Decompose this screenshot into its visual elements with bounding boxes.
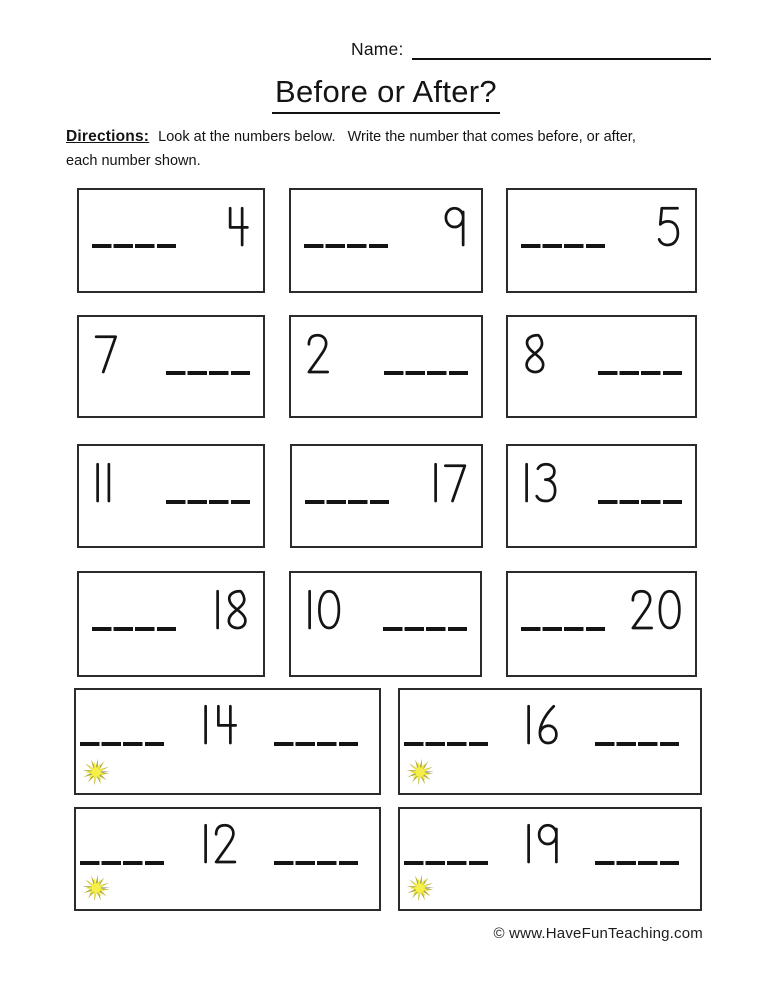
directions-line1 bbox=[66, 125, 711, 149]
answer-blank bbox=[274, 742, 359, 746]
name-label: Name: bbox=[351, 39, 404, 59]
answer-box bbox=[289, 315, 483, 418]
answer-blank bbox=[80, 861, 165, 865]
number-glyph bbox=[212, 589, 251, 631]
answer-blank bbox=[166, 500, 251, 504]
answer-box bbox=[506, 571, 697, 677]
footer-credit: © www.HaveFunTeaching.com bbox=[493, 925, 703, 942]
answer-box-content bbox=[291, 190, 481, 248]
answer-blank bbox=[274, 861, 359, 865]
directions-line2: each number shown. bbox=[66, 153, 201, 169]
answer-box-content bbox=[76, 690, 379, 746]
name-blank-line bbox=[412, 42, 711, 60]
answer-box bbox=[77, 315, 265, 418]
answer-blank bbox=[598, 500, 683, 504]
number-glyph bbox=[304, 333, 332, 375]
number-display bbox=[441, 206, 469, 248]
sun-icon bbox=[83, 758, 111, 786]
number-glyph bbox=[200, 823, 239, 865]
answer-blank bbox=[595, 861, 680, 865]
number-glyph bbox=[200, 704, 239, 746]
answer-box-content bbox=[400, 809, 700, 865]
number-display bbox=[304, 589, 343, 631]
answer-box bbox=[74, 807, 381, 911]
answer-box-content bbox=[508, 573, 695, 631]
answer-box bbox=[506, 315, 697, 418]
answer-blank bbox=[166, 371, 251, 375]
answer-box-content bbox=[508, 317, 695, 375]
number-display bbox=[212, 589, 251, 631]
number-display bbox=[521, 333, 549, 375]
directions-text-line1: Look at the numbers below. Write the number that comes before, or after, bbox=[158, 129, 636, 145]
sun-icon bbox=[83, 874, 111, 902]
number-glyph bbox=[523, 704, 562, 746]
number-display bbox=[430, 462, 469, 504]
answer-box bbox=[74, 688, 381, 795]
answer-box bbox=[290, 444, 483, 548]
number-glyph bbox=[430, 462, 469, 504]
answer-box-content bbox=[79, 317, 263, 375]
number-glyph bbox=[521, 333, 549, 375]
answer-blank bbox=[92, 627, 177, 631]
answer-box-content bbox=[76, 809, 379, 865]
number-display bbox=[200, 823, 239, 865]
answer-box bbox=[77, 188, 265, 293]
answer-blank bbox=[80, 742, 165, 746]
number-display bbox=[200, 704, 239, 746]
answer-box-content bbox=[508, 190, 695, 248]
number-glyph bbox=[92, 333, 120, 375]
answer-blank bbox=[384, 371, 469, 375]
directions bbox=[66, 125, 711, 173]
answer-box bbox=[77, 571, 265, 677]
answer-blank bbox=[598, 371, 683, 375]
answer-box-content bbox=[79, 190, 263, 248]
page-title: Before or After? bbox=[272, 74, 500, 114]
number-display bbox=[92, 333, 120, 375]
answer-box-content bbox=[79, 446, 263, 504]
answer-blank bbox=[304, 244, 389, 248]
answer-blank bbox=[404, 861, 489, 865]
number-glyph bbox=[521, 462, 560, 504]
answer-box-content bbox=[292, 446, 481, 504]
number-glyph bbox=[304, 589, 343, 631]
answer-blank bbox=[595, 742, 680, 746]
number-display bbox=[523, 704, 562, 746]
number-glyph bbox=[523, 823, 562, 865]
number-glyph bbox=[628, 589, 684, 631]
number-glyph bbox=[223, 206, 251, 248]
directions-label: Directions: bbox=[66, 128, 150, 145]
answer-blank bbox=[92, 244, 177, 248]
number-display bbox=[628, 589, 684, 631]
answer-box bbox=[506, 444, 697, 548]
number-display bbox=[523, 823, 562, 865]
answer-blank bbox=[521, 627, 606, 631]
number-glyph bbox=[441, 206, 469, 248]
answer-box-content bbox=[400, 690, 700, 746]
number-display bbox=[304, 333, 332, 375]
answer-blank bbox=[521, 244, 606, 248]
number-glyph bbox=[92, 462, 115, 504]
answer-blank bbox=[305, 500, 390, 504]
answer-box bbox=[398, 807, 702, 911]
answer-box bbox=[77, 444, 265, 548]
answer-blank bbox=[383, 627, 468, 631]
number-glyph bbox=[655, 206, 683, 248]
answer-box-content bbox=[291, 573, 480, 631]
number-display bbox=[92, 462, 115, 504]
number-display bbox=[223, 206, 251, 248]
number-display bbox=[655, 206, 683, 248]
sun-icon bbox=[407, 874, 435, 902]
number-display bbox=[521, 462, 560, 504]
answer-box bbox=[289, 188, 483, 293]
answer-box bbox=[506, 188, 697, 293]
answer-box bbox=[289, 571, 482, 677]
answer-blank bbox=[404, 742, 489, 746]
name-row bbox=[351, 39, 711, 60]
sun-icon bbox=[407, 758, 435, 786]
answer-box bbox=[398, 688, 702, 795]
answer-box-content bbox=[291, 317, 481, 375]
answer-box-content bbox=[79, 573, 263, 631]
answer-box-content bbox=[508, 446, 695, 504]
